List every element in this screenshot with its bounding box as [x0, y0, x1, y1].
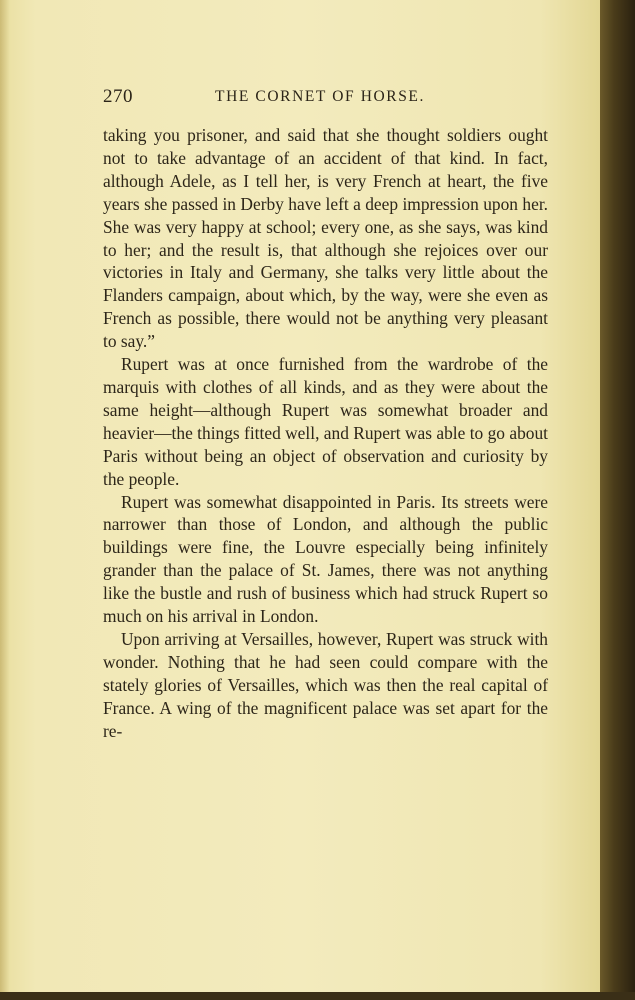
paragraph-2: Rupert was at once furnished from the wardrobe of the marquis with clothes of all kinds, and as they were about the same height—although Rupert was somewhat broader and heavier—the things fitted well, and Rupert was able to go about Paris without being an object of observation and curiosity by the people.	[103, 354, 548, 489]
book-edge-right	[600, 0, 635, 1000]
paragraph-1: taking you prisoner, and said that she thought soldiers ought not to take advantage of an accident of that kind. In fact, although Adele, as I tell her, is very French at heart, the five years she passed in Derby have left a deep impression upon her. She was very happy at school; every one, as she says, was kind to her; and the result is, that although she rejoices over our victories in Italy and Germany, she talks very little about the Flanders campaign, about which, by the way, were she even as French as possible, there would not be anything very pleasant to say.”	[103, 125, 548, 352]
body-text	[103, 124, 548, 742]
paragraph-4: Upon arriving at Versailles, however, Rupert was struck with wonder. Nothing that he had seen could compare with the stately glories of Versailles, which was then the real capital of France. A wing of the magnificent palace was set apart for the re-	[103, 628, 548, 741]
page-spine-shadow	[0, 0, 10, 992]
page-number: 270	[103, 86, 133, 107]
book-edge-bottom	[0, 992, 635, 1000]
paragraph-3: Rupert was somewhat disappointed in Paris. Its streets were narrower than those of London, and although the public buildings were fine, the Louvre especially being infinitely grander than the palace of St. James, there was not anything like the bustle and rush of business which had struck Rupert so much on his arrival in London.	[103, 491, 548, 627]
running-title: THE CORNET OF HORSE.	[215, 88, 425, 105]
page-header	[103, 86, 548, 110]
